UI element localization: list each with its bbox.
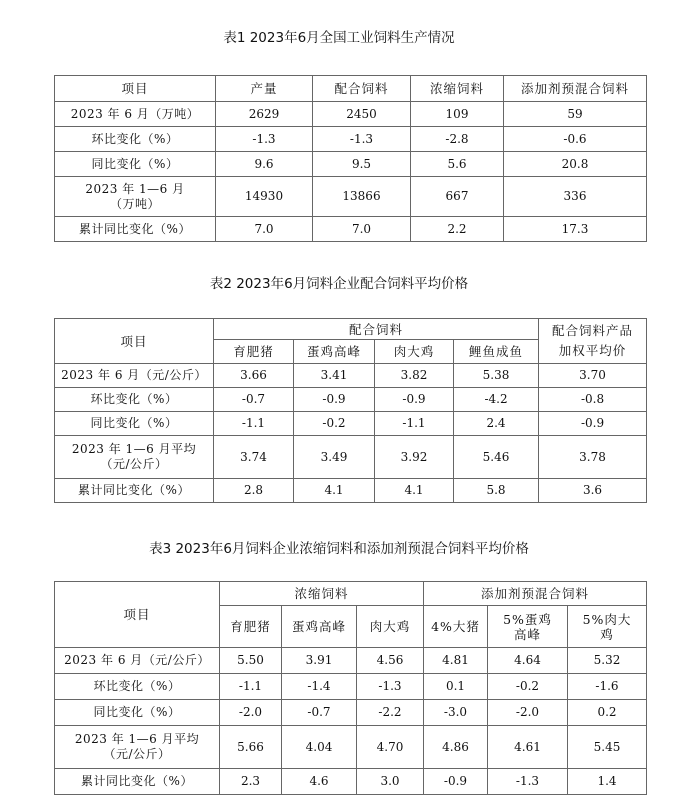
table-cell: 9.6 — [216, 152, 313, 177]
table-cell: 3.6 — [539, 479, 647, 503]
table-cell: 0.2 — [568, 700, 647, 726]
table-cell: 2.3 — [220, 769, 282, 795]
table-cell: 2.8 — [214, 479, 294, 503]
table2 — [54, 318, 647, 503]
table-row — [55, 648, 647, 674]
table-cell: -1.3 — [313, 127, 411, 152]
row-label: 同比变化（%） — [55, 700, 220, 726]
row-label: 环比变化（%） — [55, 127, 216, 152]
row-label: 2023 年 1—6 月平均 （元/公斤） — [55, 436, 214, 479]
table-cell: 3.91 — [282, 648, 357, 674]
table-cell: -2.0 — [488, 700, 568, 726]
table-cell: -2.2 — [357, 700, 424, 726]
table3-subheader-cell: 5%肉大 鸡 — [568, 606, 647, 648]
table-cell: 4.61 — [488, 726, 568, 769]
table3-subheader-cell: 蛋鸡高峰 — [282, 606, 357, 648]
row-label: 环比变化（%） — [55, 674, 220, 700]
table-cell: 7.0 — [313, 217, 411, 242]
table-cell: 5.45 — [568, 726, 647, 769]
table-cell: -0.2 — [488, 674, 568, 700]
table-row — [55, 102, 647, 127]
table3-item-header: 项目 — [55, 582, 220, 648]
table-cell: 3.78 — [539, 436, 647, 479]
table3-subheader-cell: 5%蛋鸡 高峰 — [488, 606, 568, 648]
table2-item-header: 项目 — [55, 319, 214, 364]
table-row — [55, 217, 647, 242]
table2-subheader-cell: 肉大鸡 — [375, 340, 454, 364]
table-cell: 3.66 — [214, 364, 294, 388]
table3-header-row — [55, 582, 647, 606]
table-cell: -0.9 — [424, 769, 488, 795]
table-cell: 3.74 — [214, 436, 294, 479]
table3 — [54, 581, 647, 795]
table-cell: 4.1 — [375, 479, 454, 503]
table-cell: 5.66 — [220, 726, 282, 769]
row-label: 环比变化（%） — [55, 388, 214, 412]
table-cell: 5.38 — [454, 364, 539, 388]
row-label: 2023 年 1—6 月 （万吨） — [55, 177, 216, 217]
table-cell: 109 — [411, 102, 504, 127]
table-cell: -1.3 — [357, 674, 424, 700]
table-cell: 4.56 — [357, 648, 424, 674]
table-cell: -0.6 — [504, 127, 647, 152]
table-cell: 9.5 — [313, 152, 411, 177]
table-row — [55, 674, 647, 700]
table-row — [55, 700, 647, 726]
table1-header-row — [55, 76, 647, 102]
table-row — [55, 412, 647, 436]
table1-header-cell: 配合饲料 — [313, 76, 411, 102]
table-cell: 3.92 — [375, 436, 454, 479]
table2-group-header: 配合饲料 — [214, 319, 539, 340]
row-label: 累计同比变化（%） — [55, 479, 214, 503]
table-cell: 0.1 — [424, 674, 488, 700]
table-cell: 17.3 — [504, 217, 647, 242]
table-row — [55, 479, 647, 503]
row-label: 2023 年 1—6 月平均 （元/公斤） — [55, 726, 220, 769]
table-cell: -0.2 — [294, 412, 375, 436]
table-row — [55, 726, 647, 769]
table-cell: 4.64 — [488, 648, 568, 674]
table-cell: 59 — [504, 102, 647, 127]
table-cell: 2629 — [216, 102, 313, 127]
table-cell: 4.86 — [424, 726, 488, 769]
table-cell: 5.32 — [568, 648, 647, 674]
table-cell: -2.8 — [411, 127, 504, 152]
table-row — [55, 388, 647, 412]
table1-header-cell: 浓缩饲料 — [411, 76, 504, 102]
table-cell: -1.1 — [220, 674, 282, 700]
table-cell: -1.4 — [282, 674, 357, 700]
table-cell: 336 — [504, 177, 647, 217]
table-row — [55, 152, 647, 177]
table-cell: 2450 — [313, 102, 411, 127]
table-cell: 1.4 — [568, 769, 647, 795]
table-cell: 3.70 — [539, 364, 647, 388]
table-row — [55, 364, 647, 388]
table1 — [54, 75, 647, 242]
table3-subheader-cell: 4%大猪 — [424, 606, 488, 648]
table2-caption: 表2 2023年6月饲料企业配合饲料平均价格 — [209, 276, 469, 292]
table-cell: -0.9 — [294, 388, 375, 412]
table-cell: 667 — [411, 177, 504, 217]
table-cell: 5.6 — [411, 152, 504, 177]
table3-subheader-cell: 育肥猪 — [220, 606, 282, 648]
row-label: 同比变化（%） — [55, 152, 216, 177]
table2-subheader-cell: 鲤鱼成鱼 — [454, 340, 539, 364]
table-cell: 3.49 — [294, 436, 375, 479]
table-cell: 4.1 — [294, 479, 375, 503]
table-row — [55, 127, 647, 152]
table2-header-row — [55, 319, 647, 340]
table-cell: -3.0 — [424, 700, 488, 726]
row-label: 累计同比变化（%） — [55, 217, 216, 242]
table-cell: 20.8 — [504, 152, 647, 177]
table-cell: 4.04 — [282, 726, 357, 769]
table-cell: 2.2 — [411, 217, 504, 242]
table-cell: 3.0 — [357, 769, 424, 795]
table-cell: 3.82 — [375, 364, 454, 388]
table-cell: 5.50 — [220, 648, 282, 674]
table-cell: -0.7 — [214, 388, 294, 412]
table-cell: -1.1 — [375, 412, 454, 436]
table-cell: 4.6 — [282, 769, 357, 795]
row-label: 2023 年 6 月（万吨） — [55, 102, 216, 127]
table-cell: -4.2 — [454, 388, 539, 412]
table-cell: 7.0 — [216, 217, 313, 242]
table-cell: -1.1 — [214, 412, 294, 436]
table-cell: -1.3 — [216, 127, 313, 152]
table-cell: 4.70 — [357, 726, 424, 769]
table-row — [55, 769, 647, 795]
table-cell: 14930 — [216, 177, 313, 217]
row-label: 同比变化（%） — [55, 412, 214, 436]
row-label: 2023 年 6 月（元/公斤） — [55, 364, 214, 388]
table1-caption: 表1 2023年6月全国工业饲料生产情况 — [223, 30, 455, 46]
table2-weighted-header: 配合饲料产品 加权平均价 — [539, 319, 647, 364]
table-cell: -0.7 — [282, 700, 357, 726]
table-row — [55, 177, 647, 217]
table-cell: -0.8 — [539, 388, 647, 412]
table-cell: -0.9 — [539, 412, 647, 436]
table-cell: 4.81 — [424, 648, 488, 674]
table2-subheader-cell: 育肥猪 — [214, 340, 294, 364]
table-cell: -0.9 — [375, 388, 454, 412]
table1-header-cell: 产量 — [216, 76, 313, 102]
table1-header-cell: 添加剂预混合饲料 — [504, 76, 647, 102]
row-label: 2023 年 6 月（元/公斤） — [55, 648, 220, 674]
table-cell: -1.6 — [568, 674, 647, 700]
table2-subheader-cell: 蛋鸡高峰 — [294, 340, 375, 364]
table-cell: 13866 — [313, 177, 411, 217]
table3-subheader-cell: 肉大鸡 — [357, 606, 424, 648]
table1-header-cell: 项目 — [55, 76, 216, 102]
table-cell: -1.3 — [488, 769, 568, 795]
table-row — [55, 436, 647, 479]
table3-group1-header: 浓缩饲料 — [220, 582, 424, 606]
table-cell: 5.8 — [454, 479, 539, 503]
row-label: 累计同比变化（%） — [55, 769, 220, 795]
table-cell: -2.0 — [220, 700, 282, 726]
table3-caption: 表3 2023年6月饲料企业浓缩饲料和添加剂预混合饲料平均价格 — [149, 541, 529, 557]
table-cell: 5.46 — [454, 436, 539, 479]
table3-group2-header: 添加剂预混合饲料 — [424, 582, 647, 606]
table-cell: 2.4 — [454, 412, 539, 436]
table-cell: 3.41 — [294, 364, 375, 388]
